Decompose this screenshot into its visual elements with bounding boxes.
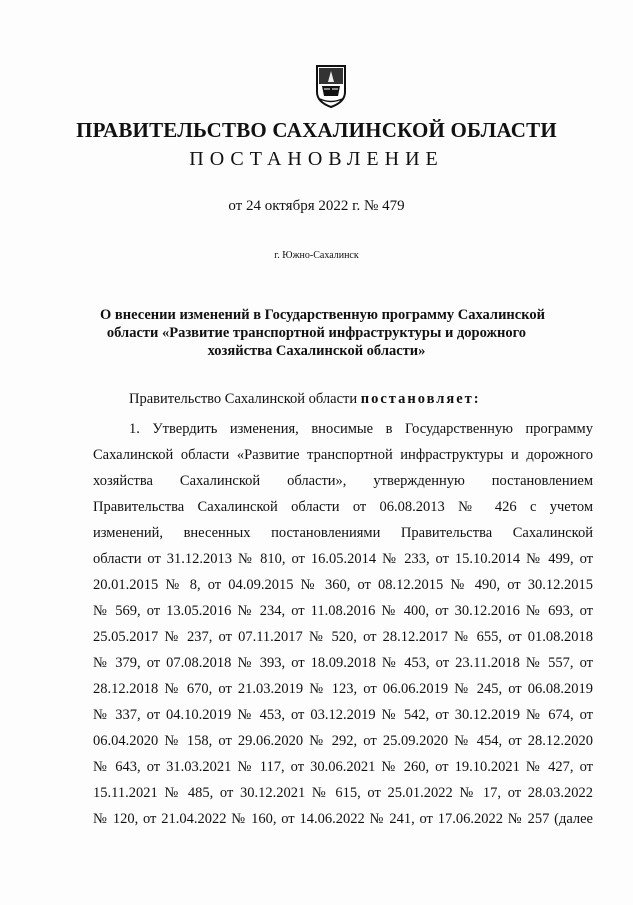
document-type: ПОСТАНОВЛЕНИЕ — [189, 148, 444, 170]
body-line: № 569, от 13.05.2016 № 234, от 11.08.2016 № 400, от 30.12.2016 № 693, от — [93, 603, 593, 619]
body-line: 25.05.2017 № 237, от 07.11.2017 № 520, от 28.12.2017 № 655, от 01.08.2018 — [93, 629, 593, 645]
body-line: хозяйства Сахалинской области», утвержденную постановлением — [93, 473, 593, 489]
document-city: г. Южно-Сахалинск — [274, 250, 359, 261]
body-line: № 337, от 04.10.2019 № 453, от 03.12.2019 № 542, от 30.12.2019 № 674, от — [93, 707, 593, 723]
document-subject — [100, 306, 545, 360]
subject-line: О внесении изменений в Государственную программу Сахалинской — [100, 307, 545, 323]
body-line: № 643, от 31.03.2021 № 117, от 30.06.2021 № 260, от 19.10.2021 № 427, от — [93, 759, 593, 775]
body-line: 1. Утвердить изменения, вносимые в Государственную программу — [129, 421, 593, 437]
body-line: 15.11.2021 № 485, от 30.12.2021 № 615, от 25.01.2022 № 17, от 28.03.2022 — [93, 785, 593, 801]
body-line: 20.01.2015 № 8, от 04.09.2015 № 360, от 08.12.2015 № 490, от 30.12.2015 — [93, 577, 593, 593]
subject-line: области «Развитие транспортной инфраструктуры и дорожного — [106, 325, 527, 341]
document-date-number: от 24 октября 2022 г. № 479 — [228, 198, 405, 214]
preamble-text: Правительство Сахалинской области — [129, 391, 361, 407]
body-text — [93, 420, 593, 836]
body-line: 28.12.2018 № 670, от 21.03.2019 № 123, от 06.06.2019 № 245, от 06.08.2019 — [93, 681, 593, 697]
coat-of-arms-icon — [314, 62, 348, 108]
subject-line: хозяйства Сахалинской области» — [207, 343, 426, 359]
body-line: Правительства Сахалинской области от 06.08.2013 № 426 с учетом — [93, 499, 593, 515]
preamble — [129, 391, 481, 408]
body-line: № 379, от 07.08.2018 № 393, от 18.09.2018 № 453, от 23.11.2018 № 557, от — [93, 655, 593, 671]
body-line: № 120, от 21.04.2022 № 160, от 14.06.2022 № 241, от 17.06.2022 № 257 (далее — [93, 811, 593, 827]
body-line: области от 31.12.2013 № 810, от 16.05.2014 № 233, от 15.10.2014 № 499, от — [93, 551, 593, 567]
body-line: изменений, внесенных постановлениями Правительства Сахалинской — [93, 525, 593, 541]
body-line: Сахалинской области «Развитие транспортной инфраструктуры и дорожного — [93, 447, 593, 463]
preamble-emphasis: постановляет: — [360, 391, 481, 407]
organization-title: ПРАВИТЕЛЬСТВО САХАЛИНСКОЙ ОБЛАСТИ — [76, 118, 557, 142]
body-line: 06.04.2020 № 158, от 29.06.2020 № 292, от 25.09.2020 № 454, от 28.12.2020 — [93, 733, 593, 749]
